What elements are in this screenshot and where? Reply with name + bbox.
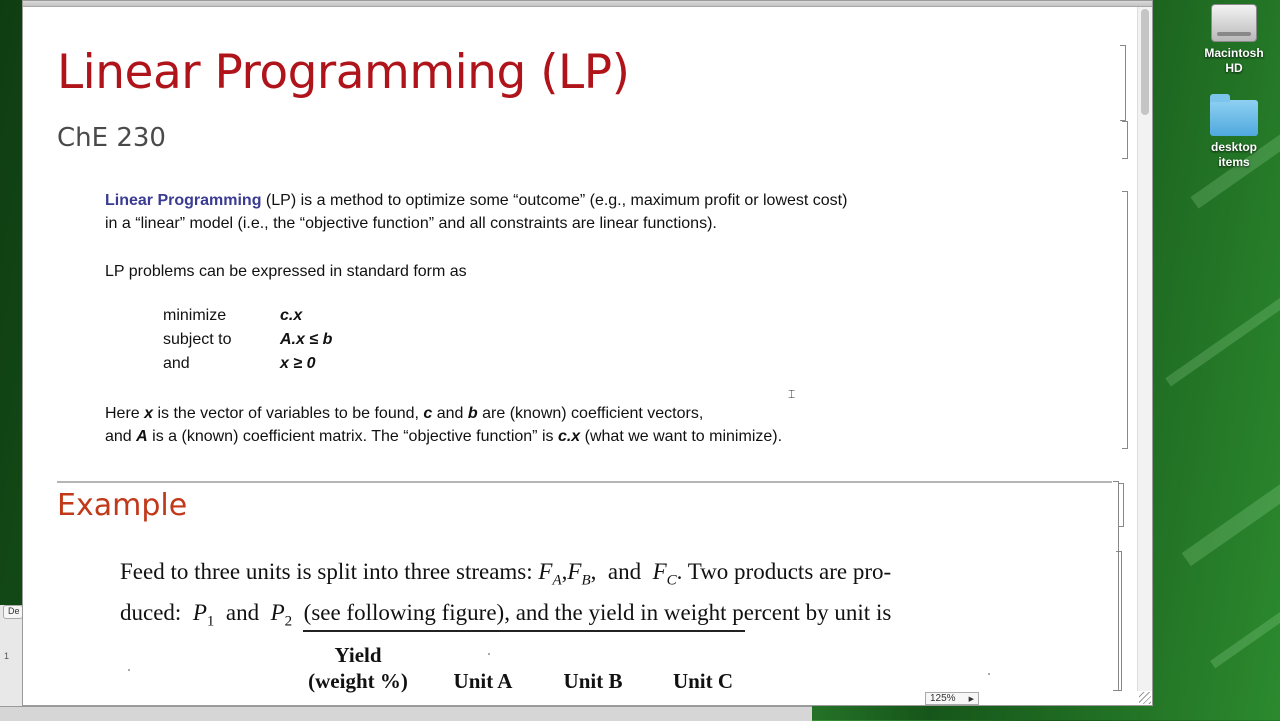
objective-expression: c.x	[557, 428, 581, 445]
background-window-bottom	[0, 706, 812, 721]
example-text: ,	[561, 559, 568, 584]
variable-x: x	[144, 405, 154, 422]
vertical-scrollbar[interactable]	[1137, 7, 1152, 691]
section-divider	[57, 481, 1112, 483]
scrollbar-thumb[interactable]	[1141, 9, 1149, 115]
variable-b: b	[467, 405, 478, 422]
stream-symbol: F	[567, 559, 582, 584]
label-line: items	[1218, 155, 1250, 169]
example-text: . Two products are pro-	[676, 559, 892, 584]
standard-form-row	[163, 331, 332, 355]
hard-drive-icon	[1211, 4, 1257, 42]
example-text: (see following figure), and the yield in weight percent by unit is	[292, 599, 892, 625]
stream-subscript: B	[581, 572, 591, 589]
course-code: ChE 230	[57, 123, 166, 153]
page-title: Linear Programming (LP)	[57, 45, 630, 100]
product-subscript: 1	[206, 613, 215, 630]
product-subscript: 2	[284, 613, 293, 630]
document-window[interactable]	[22, 0, 1153, 706]
scan-speck	[488, 653, 490, 655]
form-keyword: subject to	[163, 331, 232, 348]
table-header-unit-a: Unit A	[453, 669, 513, 693]
stream-symbol: F	[538, 559, 553, 584]
explanation-paragraph	[105, 402, 925, 448]
zoom-control[interactable]	[925, 692, 979, 705]
folder-icon	[1210, 100, 1258, 136]
desktop-icon-label	[1194, 46, 1274, 76]
wallpaper-streak	[1210, 581, 1280, 669]
example-text: , and	[590, 559, 653, 584]
label-line: Macintosh	[1204, 46, 1264, 60]
explanation-text: and	[105, 428, 137, 445]
stream-subscript: A	[552, 572, 562, 589]
intro-text: (LP) is a method to optimize some “outcome” (e.g., maximum profit or lowest cost)	[261, 192, 848, 209]
intro-paragraph	[105, 189, 965, 235]
product-symbol: P	[270, 599, 285, 625]
background-window-text: 1	[4, 651, 10, 661]
background-window-tab[interactable]: De	[3, 605, 23, 619]
cell-bracket[interactable]	[1122, 121, 1128, 159]
explanation-text: (what we want to minimize).	[580, 428, 783, 445]
table-header-text: Yield	[334, 643, 382, 667]
table-header-yield	[299, 642, 417, 694]
example-text: Feed to three units is split into three streams:	[120, 559, 539, 584]
scan-speck	[128, 669, 130, 671]
example-heading: Example	[57, 488, 188, 523]
variable-c: c	[423, 405, 433, 422]
form-keyword: minimize	[163, 307, 227, 324]
form-keyword: and	[163, 355, 190, 372]
stream-subscript: C	[666, 572, 677, 589]
label-line: HD	[1225, 61, 1243, 75]
variable-A: A	[136, 428, 148, 445]
explanation-text: are (known) coefficient vectors,	[477, 405, 704, 422]
wallpaper-streak	[1182, 450, 1280, 566]
scan-speck	[988, 673, 990, 675]
wallpaper-streak	[1165, 264, 1280, 387]
cell-bracket[interactable]	[1118, 483, 1124, 527]
explanation-text: Here	[105, 405, 145, 422]
cell-bracket[interactable]	[1120, 45, 1126, 121]
zoom-level: 125%	[930, 693, 956, 704]
intro-term: Linear Programming	[105, 192, 262, 209]
table-top-rule	[303, 630, 745, 632]
explanation-text: is a (known) coefficient matrix. The “objective function” is	[147, 428, 558, 445]
intro-text-line2: in a “linear” model (i.e., the “objective function” and all constraints are linear functions).	[105, 215, 717, 232]
form-expression: x ≥ 0	[280, 355, 316, 372]
table-header-text: (weight %)	[308, 669, 408, 693]
standard-form	[163, 307, 332, 379]
explanation-text: and	[432, 405, 468, 422]
text-cursor-icon: ⌶	[788, 387, 796, 401]
title-bar[interactable]	[23, 1, 1152, 7]
form-expression: c.x	[280, 307, 303, 324]
table-header-unit-c: Unit C	[672, 669, 734, 693]
example-problem-text	[120, 556, 1000, 637]
standard-form-row	[163, 307, 332, 331]
standard-form-intro: LP problems can be expressed in standard form as	[105, 263, 467, 280]
desktop-icon-macintosh-hd[interactable]	[1194, 4, 1274, 76]
product-symbol: P	[192, 599, 207, 625]
desktop-icon-label	[1194, 140, 1274, 170]
example-text: duced:	[120, 599, 193, 625]
standard-form-row	[163, 355, 332, 379]
zoom-arrow-icon[interactable]: ▶	[968, 695, 974, 703]
form-expression: A.x ≤ b	[280, 331, 333, 348]
stream-symbol: F	[652, 559, 667, 584]
cell-bracket[interactable]	[1122, 191, 1128, 449]
explanation-text: is the vector of variables to be found,	[153, 405, 424, 422]
desktop-icon-desktop-items[interactable]	[1194, 94, 1274, 170]
table-header-unit-b: Unit B	[563, 669, 623, 693]
example-text: and	[214, 599, 271, 625]
resize-grip-icon[interactable]	[1139, 692, 1151, 704]
cell-bracket[interactable]	[1116, 551, 1122, 691]
label-line: desktop	[1210, 140, 1257, 154]
